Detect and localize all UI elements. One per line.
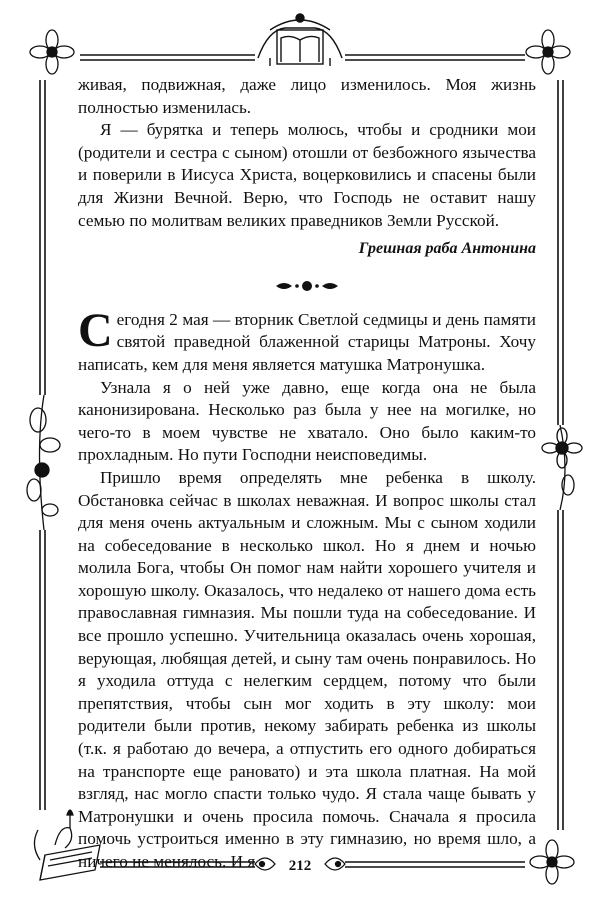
flower-corner-top-left-icon	[30, 30, 74, 74]
top-ornament-icon	[258, 14, 342, 66]
drop-cap: С	[78, 303, 113, 357]
flower-corner-top-right-icon	[526, 30, 570, 74]
page-number: 212	[288, 858, 312, 874]
section-separator	[78, 269, 536, 303]
story-paragraph-3: Пришло время определять мне ребенка в школу. Обстановка сейчас в школах неважная. И вопрос школы стал для меня очень актуальным и сложным. Мы с сыном ходили на собеседование в несколько школ. Но я днем и ночью молила Бога, чтобы Он помог нам найти хорошего учителя и хорошую школу. Оказалось, что недалеко от нашего дома есть православная гимназия. Мы пошли туда на собеседование. И все прошло успешно. Учительница оказалась очень хорошая, верующая, любящая детей, и сыну там очень понравилось. Но я уходила оттуда с нелегким сердцем, потому что были препятствия, чтобы сын мог ходить в эту школу: мои родители были против, некому забирать ребенка из школы (т.к. я работаю до вечера, а отпустить его одного добираться на транспорте еще рановато) и эта школа платная. На мой взгляд, нас могло спасти только чудо. Я стала чаще бывать у Матронушки и очень просила помочь. Сначала я просила помочь устроиться именно в эту гимназию, но время шло, а ничего не менялось. И я	[78, 467, 536, 871]
signature: Грешная раба Антонина	[358, 240, 536, 258]
separator-ornament-icon	[272, 279, 342, 293]
testimony-continuation: живая, подвижная, даже лицо изменилось. Моя жизнь полностью изменилась.	[78, 75, 536, 117]
floral-branch-right-icon	[542, 425, 582, 510]
story-paragraph-1-text: егодня 2 мая — вторник Светлой седмицы и день памяти святой праведной блаженной старицы Матроны. Хочу написать, кем для меня является матушка Матронушка.	[78, 309, 536, 374]
story-paragraph-2: Узнала я о ней уже давно, еще когда она не была канонизирована. Несколько раз была у нее на могилке, но чего-то в моем чувстве не хватало. Оно было каким-то прохладным. Но пути Господни неисповедимы.	[78, 377, 536, 465]
testimony-paragraph-2: Я — бурятка и теперь молюсь, чтобы и сродники мои (родители и сестра с сыном) отошли от безбожного язычества и поверили в Иисуса Христа, воцерковились и спасены были для Жизни Вечной. Верю, что Господь не оставит нашу семью по молитвам великих праведников Земли Русской.	[78, 120, 536, 230]
main-text	[78, 74, 536, 874]
story-paragraph-1	[78, 303, 536, 377]
flower-corner-bottom-right-icon	[530, 840, 574, 884]
floral-branch-left-icon	[27, 395, 60, 530]
